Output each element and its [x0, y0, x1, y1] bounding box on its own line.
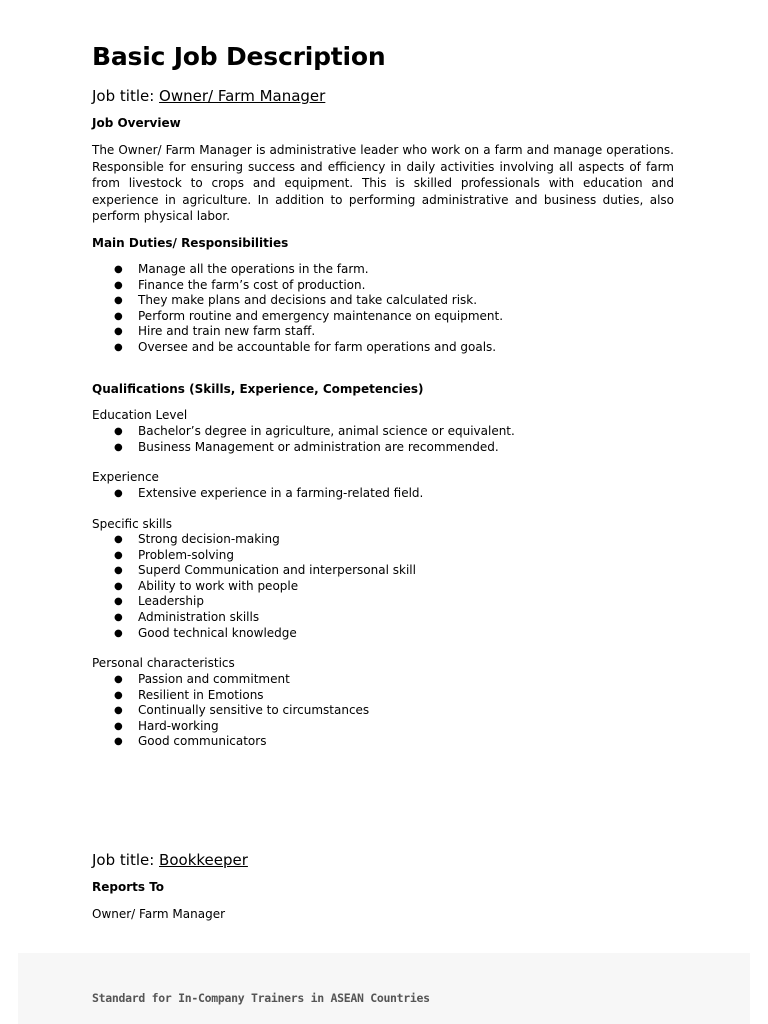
- list-item: ● Superd Communication and interpersonal skill: [92, 563, 416, 579]
- reports-to-heading: Reports To: [92, 880, 165, 894]
- personal-list: [92, 672, 369, 750]
- list-item: ● Administration skills: [92, 610, 416, 626]
- list-item: ● Strong decision-making: [92, 532, 416, 548]
- list-item: ● Extensive experience in a farming-related field.: [92, 486, 423, 502]
- job-overview-heading: Job Overview: [92, 116, 181, 130]
- list-item: ● Ability to work with people: [92, 579, 416, 595]
- list-item: ● Finance the farm’s cost of production.: [92, 278, 503, 294]
- education-label: Education Level: [92, 408, 188, 422]
- footer-text: Standard for In-Company Trainers in ASEAN Countries: [92, 991, 430, 1005]
- list-item: ● Good communicators: [92, 734, 369, 750]
- list-item: ● Resilient in Emotions: [92, 688, 369, 704]
- experience-list: [92, 486, 423, 502]
- qualifications-heading: Qualifications (Skills, Experience, Competencies): [92, 382, 424, 396]
- job-title-value: Owner/ Farm Manager: [159, 87, 326, 105]
- list-item: ● Manage all the operations in the farm.: [92, 262, 503, 278]
- job-title-value: Bookkeeper: [159, 851, 248, 869]
- personal-label: Personal characteristics: [92, 656, 235, 670]
- list-item: ● Perform routine and emergency maintenance on equipment.: [92, 309, 503, 325]
- job-title-prefix: Job title:: [92, 87, 160, 105]
- skills-list: [92, 532, 416, 641]
- education-list: [92, 424, 515, 455]
- list-item: ● Oversee and be accountable for farm operations and goals.: [92, 340, 503, 356]
- job-title-owner: [92, 87, 325, 105]
- experience-label: Experience: [92, 470, 159, 484]
- list-item: ● Passion and commitment: [92, 672, 369, 688]
- page-footer: [18, 953, 750, 1024]
- list-item: ● Good technical knowledge: [92, 626, 416, 642]
- list-item: ● They make plans and decisions and take calculated risk.: [92, 293, 503, 309]
- skills-label: Specific skills: [92, 517, 172, 531]
- duties-heading: Main Duties/ Responsibilities: [92, 236, 289, 250]
- list-item: ● Problem-solving: [92, 548, 416, 564]
- list-item: ● Hire and train new farm staff.: [92, 324, 503, 340]
- job-title-bookkeeper: [92, 851, 248, 869]
- document-title: Basic Job Description: [92, 42, 386, 71]
- job-title-prefix: Job title:: [92, 851, 160, 869]
- job-overview-text: The Owner/ Farm Manager is administrative leader who work on a farm and manage operations. Responsible for ensuring success and efficiency in daily activities involving all aspects of farm from livestock to crops and equipment. This is skilled professionals with education and experience in agriculture. In addition to performing administrative and business duties, also perform physical labor.: [92, 143, 674, 223]
- duties-list: [92, 262, 503, 356]
- list-item: ● Leadership: [92, 594, 416, 610]
- list-item: ● Bachelor’s degree in agriculture, animal science or equivalent.: [92, 424, 515, 440]
- list-item: ● Continually sensitive to circumstances: [92, 703, 369, 719]
- list-item: ● Business Management or administration are recommended.: [92, 440, 515, 456]
- reports-to-value: Owner/ Farm Manager: [92, 907, 226, 921]
- list-item: ● Hard-working: [92, 719, 369, 735]
